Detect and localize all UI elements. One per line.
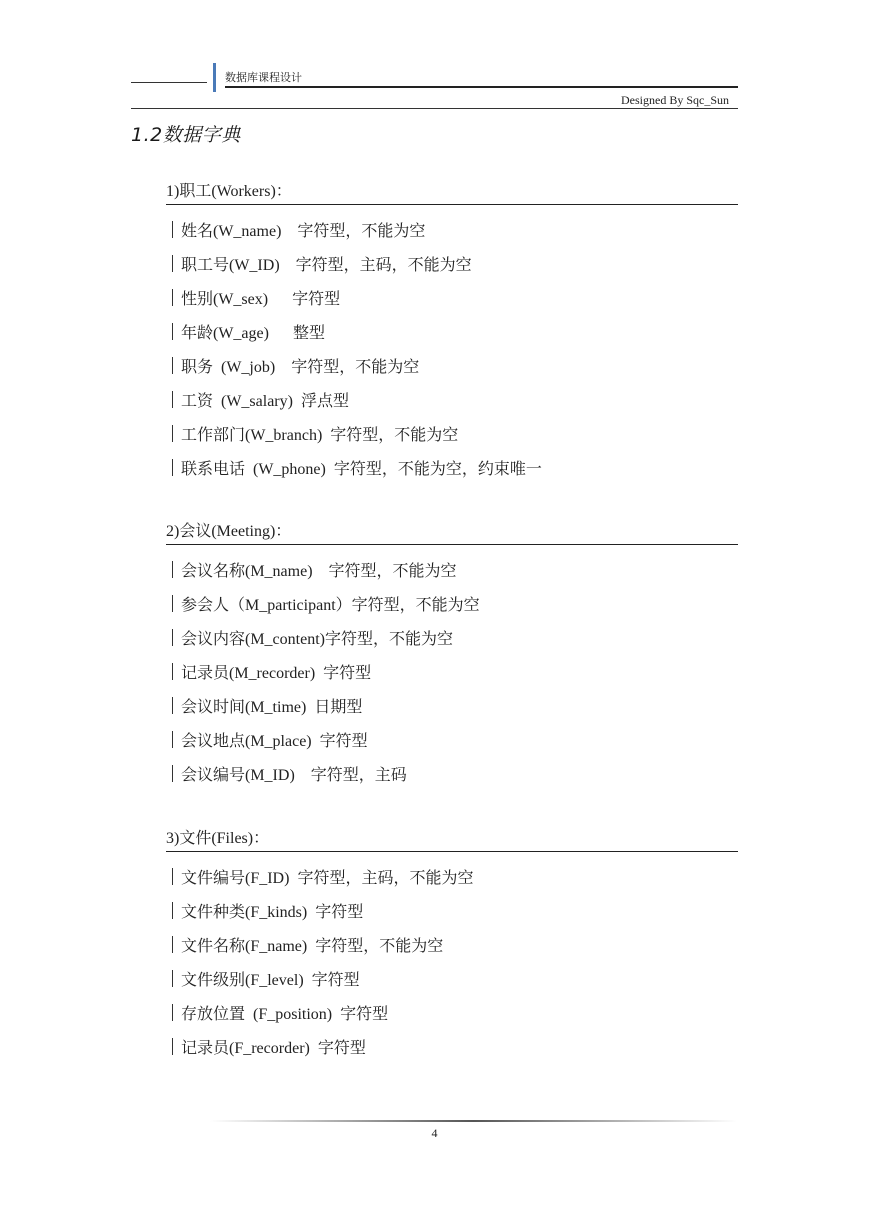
- field-row: [166, 382, 738, 416]
- field-text: 年龄(W_age) 整型: [181, 324, 325, 342]
- page-header: [0, 0, 869, 110]
- field-marker: [172, 697, 173, 714]
- field-row: [166, 654, 738, 688]
- field-text: 文件级别(F_level) 字符型: [181, 971, 360, 989]
- field-text: 记录员(F_recorder) 字符型: [181, 1039, 366, 1057]
- table-heading: 2)会议(Meeting)：: [166, 521, 738, 545]
- field-text: 会议时间(M_time) 日期型: [181, 698, 363, 716]
- field-row: [166, 1029, 738, 1063]
- field-row: [166, 688, 738, 722]
- field-text: 职务 (W_job) 字符型，不能为空: [181, 358, 420, 376]
- table-heading: 3)文件(Files)：: [166, 828, 738, 852]
- field-marker: [172, 1038, 173, 1055]
- field-row: [166, 756, 738, 790]
- field-text: 文件种类(F_kinds) 字符型: [181, 903, 364, 921]
- workers-table-block: [166, 181, 738, 484]
- field-row: [166, 859, 738, 893]
- field-marker: [172, 970, 173, 987]
- field-marker: [172, 765, 173, 782]
- field-text: 记录员(M_recorder) 字符型: [181, 664, 372, 682]
- field-marker: [172, 255, 173, 272]
- header-course-title: 数据库课程设计: [225, 71, 302, 84]
- field-text: 参会人（M_participant）字符型，不能为空: [181, 596, 480, 614]
- field-text: 会议编号(M_ID) 字符型，主码: [181, 766, 407, 784]
- field-text: 会议地点(M_place) 字符型: [181, 732, 368, 750]
- field-row: [166, 552, 738, 586]
- field-text: 存放位置 (F_position) 字符型: [181, 1005, 389, 1023]
- field-row: [166, 314, 738, 348]
- field-text: 会议名称(M_name) 字符型，不能为空: [181, 562, 457, 580]
- page-number: 4: [431, 1126, 438, 1140]
- field-marker: [172, 868, 173, 885]
- field-row: [166, 246, 738, 280]
- field-text: 工作部门(W_branch) 字符型，不能为空: [181, 426, 459, 444]
- field-marker: [172, 323, 173, 340]
- field-row: [166, 416, 738, 450]
- files-table-block: [166, 828, 738, 1063]
- meeting-table-block: [166, 521, 738, 790]
- header-left-rule: [131, 82, 207, 83]
- field-row: [166, 722, 738, 756]
- field-row: [166, 961, 738, 995]
- field-marker: [172, 595, 173, 612]
- field-marker: [172, 663, 173, 680]
- field-text: 会议内容(M_content)字符型，不能为空: [181, 630, 453, 648]
- field-marker: [172, 459, 173, 476]
- header-thick-rule: [225, 86, 738, 88]
- field-marker: [172, 1004, 173, 1021]
- field-row: [166, 280, 738, 314]
- field-row: [166, 450, 738, 484]
- field-row: [166, 995, 738, 1029]
- field-row: [166, 348, 738, 382]
- field-row: [166, 927, 738, 961]
- field-text: 姓名(W_name) 字符型，不能为空: [181, 222, 426, 240]
- field-marker: [172, 391, 173, 408]
- field-marker: [172, 289, 173, 306]
- field-text: 职工号(W_ID) 字符型，主码，不能为空: [181, 256, 472, 274]
- field-marker: [172, 731, 173, 748]
- section-title: 1.2数据字典: [131, 124, 241, 146]
- page-footer: [0, 1110, 869, 1150]
- field-text: 性别(W_sex) 字符型: [181, 290, 341, 308]
- field-row: [166, 212, 738, 246]
- field-marker: [172, 629, 173, 646]
- field-marker: [172, 357, 173, 374]
- field-marker: [172, 425, 173, 442]
- field-row: [166, 586, 738, 620]
- field-row: [166, 893, 738, 927]
- field-marker: [172, 221, 173, 238]
- header-bottom-rule: [131, 108, 738, 109]
- header-accent-bar: [213, 63, 216, 92]
- table-heading: 1)职工(Workers)：: [166, 181, 738, 205]
- field-text: 文件名称(F_name) 字符型，不能为空: [181, 937, 444, 955]
- footer-rule: [210, 1120, 737, 1122]
- field-row: [166, 620, 738, 654]
- field-marker: [172, 561, 173, 578]
- field-text: 工资 (W_salary) 浮点型: [181, 392, 349, 410]
- field-text: 联系电话 (W_phone) 字符型，不能为空，约束唯一: [181, 460, 542, 478]
- field-text: 文件编号(F_ID) 字符型，主码，不能为空: [181, 869, 474, 887]
- header-designed-by: Designed By Sqc_Sun: [621, 93, 729, 107]
- field-marker: [172, 936, 173, 953]
- field-marker: [172, 902, 173, 919]
